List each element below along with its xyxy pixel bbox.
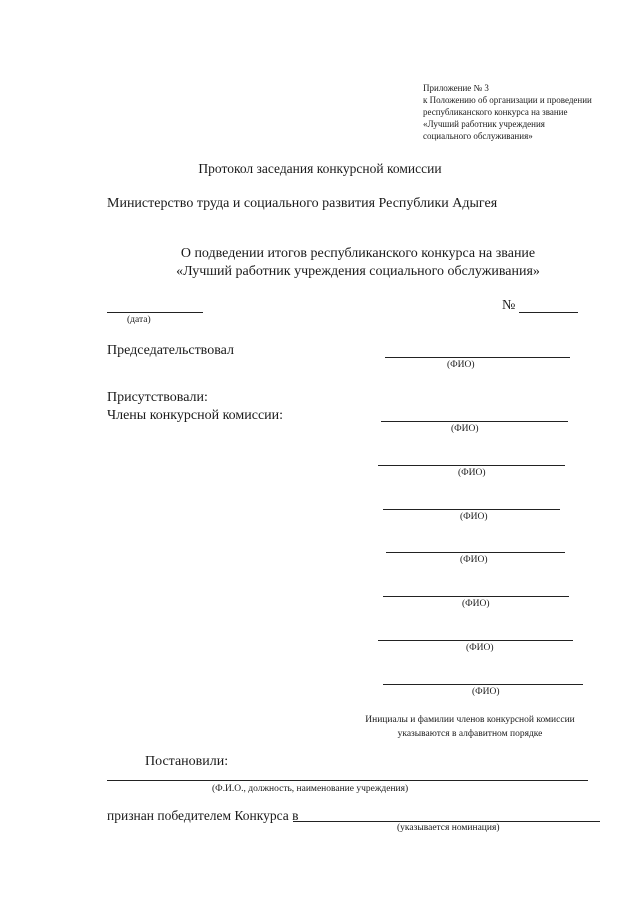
subject-line-1: О подведении итогов республиканского конкурса на звание (180, 246, 536, 261)
fio-label: (ФИО) (462, 599, 490, 609)
subject-line-2: «Лучший работник учреждения социального обслуживания» (176, 264, 540, 279)
protocol-title: Протокол заседания конкурсной комиссии (198, 161, 442, 176)
members-note-line-2: указываются в алфавитном порядке (397, 729, 543, 739)
present-label: Присутствовали: (107, 390, 208, 405)
appendix-line: Приложение № 3 (423, 83, 489, 93)
appendix-line: социального обслуживания» (423, 131, 533, 141)
appendix-line: республиканского конкурса на звание (423, 107, 568, 117)
appendix-note (423, 82, 592, 142)
member-signature-line (383, 596, 569, 597)
number-line (519, 312, 578, 313)
members-label: Члены конкурсной комиссии: (107, 408, 284, 423)
appendix-line: к Положению об организации и проведении (423, 95, 592, 105)
winner-fields-label: (Ф.И.О., должность, наименование учреждения) (212, 784, 409, 794)
fio-label: (ФИО) (451, 424, 479, 434)
member-signature-line (386, 552, 565, 553)
appendix-line: «Лучший работник учреждения (423, 119, 545, 129)
fio-label: (ФИО) (447, 360, 475, 370)
member-signature-line (383, 509, 560, 510)
date-line (107, 312, 203, 313)
fio-label: (ФИО) (466, 643, 494, 653)
member-signature-line (383, 684, 583, 685)
fio-label: (ФИО) (472, 687, 500, 697)
winner-text: признан победителем Конкурса в (107, 808, 299, 823)
winner-fields-line (107, 780, 588, 781)
member-signature-line (378, 640, 573, 641)
fio-label: (ФИО) (460, 512, 488, 522)
fio-label: (ФИО) (458, 468, 486, 478)
resolved-label: Постановили: (145, 754, 229, 769)
member-signature-line (378, 465, 565, 466)
fio-label: (ФИО) (460, 555, 488, 565)
members-note-line-1: Инициалы и фамилии членов конкурсной комиссии (365, 715, 575, 725)
nomination-line (293, 821, 600, 822)
number-sign: № (502, 298, 516, 313)
nomination-label: (указывается номинация) (397, 823, 500, 833)
chaired-label: Председательствовал (107, 343, 234, 358)
chair-signature-line (385, 357, 570, 358)
member-signature-line (381, 421, 568, 422)
date-label: (дата) (127, 315, 151, 325)
ministry-name: Министерство труда и социального развития Республики Адыгея (107, 196, 498, 211)
